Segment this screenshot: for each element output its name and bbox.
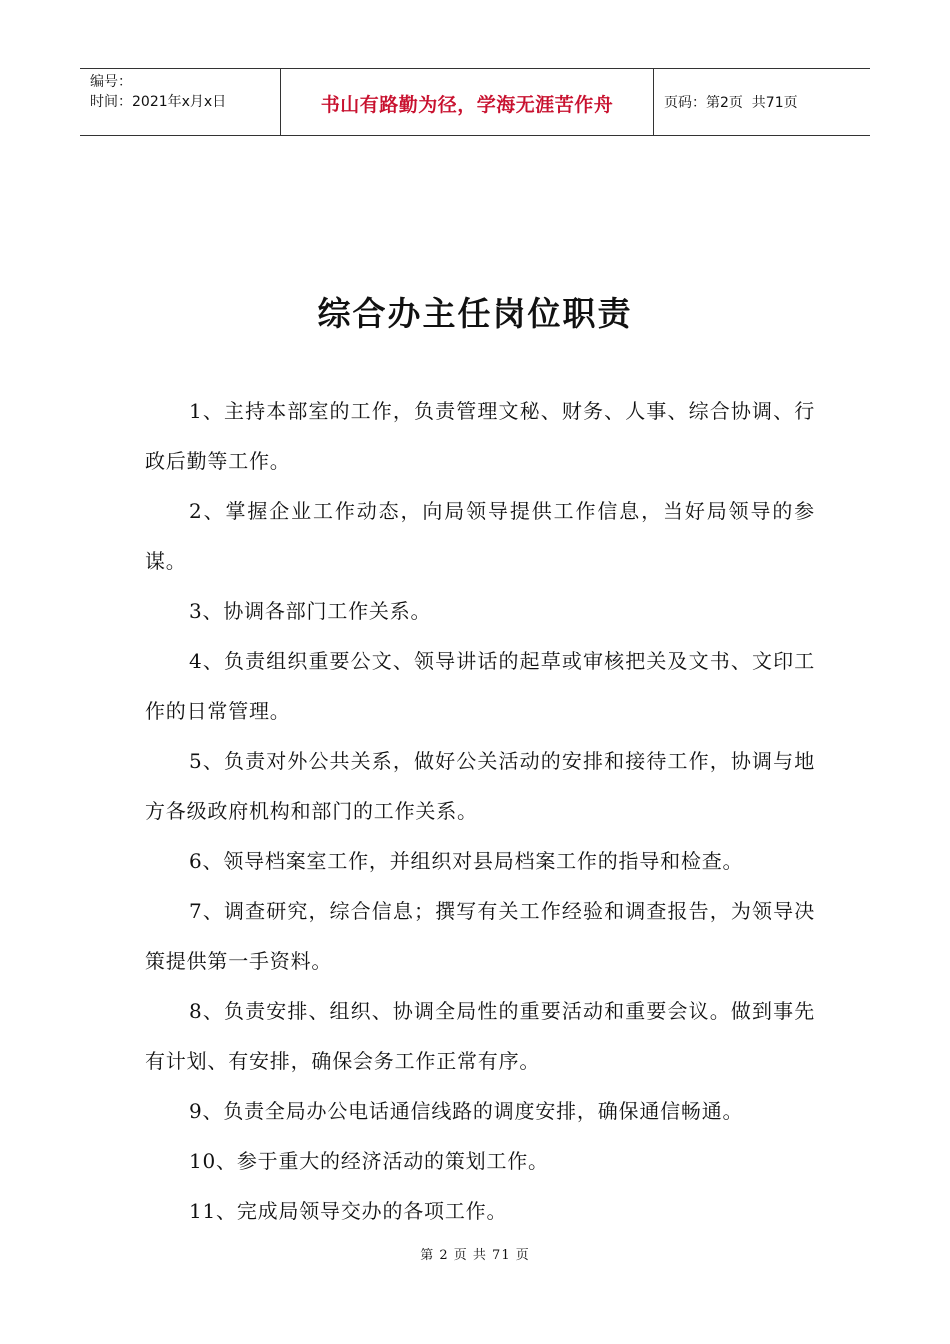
duty-paragraph-1: 1、主持本部室的工作，负责管理文秘、财务、人事、综合协调、行政后勤等工作。 [145, 399, 815, 473]
document-body [145, 386, 815, 1236]
duty-paragraph-8: 8、负责安排、组织、协调全局性的重要活动和重要会议。做到事先有计划、有安排，确保会务工作正常有序。 [145, 999, 815, 1073]
header-motto-cell [281, 69, 654, 135]
header-motto: 书山有路勤为径，学海无涯苦作舟 [320, 93, 614, 116]
document-title: 综合办主任岗位职责 [317, 294, 633, 333]
duty-paragraph-4: 4、负责组织重要公文、领导讲话的起草或审核把关及文书、文印工作的日常管理。 [145, 649, 815, 723]
header-meta-cell [80, 69, 281, 135]
header-page-info: 页码：第2页 共71页 [664, 95, 798, 111]
duty-paragraph-5: 5、负责对外公共关系，做好公关活动的安排和接待工作，协调与地方各级政府机构和部门的工作关系。 [145, 749, 815, 823]
duty-paragraph-9: 9、负责全局办公电话通信线路的调度安排，确保通信畅通。 [189, 1099, 744, 1123]
duty-paragraph-11: 11、完成局领导交办的各项工作。 [189, 1199, 508, 1223]
duty-paragraph-10: 10、参于重大的经济活动的策划工作。 [189, 1149, 549, 1173]
document-date-label: 时间：2021年x月x日 [90, 94, 227, 110]
duty-paragraph-7: 7、调查研究，综合信息；撰写有关工作经验和调查报告，为领导决策提供第一手资料。 [145, 899, 815, 973]
page-header [80, 68, 870, 136]
duty-paragraph-6: 6、领导档案室工作，并组织对县局档案工作的指导和检查。 [189, 849, 744, 873]
header-page-cell [654, 69, 870, 135]
duty-paragraph-2: 2、掌握企业工作动态，向局领导提供工作信息，当好局领导的参谋。 [145, 499, 815, 573]
duty-paragraph-3: 3、协调各部门工作关系。 [189, 599, 432, 623]
document-number-label: 编号： [90, 74, 132, 90]
page-footer: 第 2 页 共 71 页 [420, 1248, 530, 1263]
